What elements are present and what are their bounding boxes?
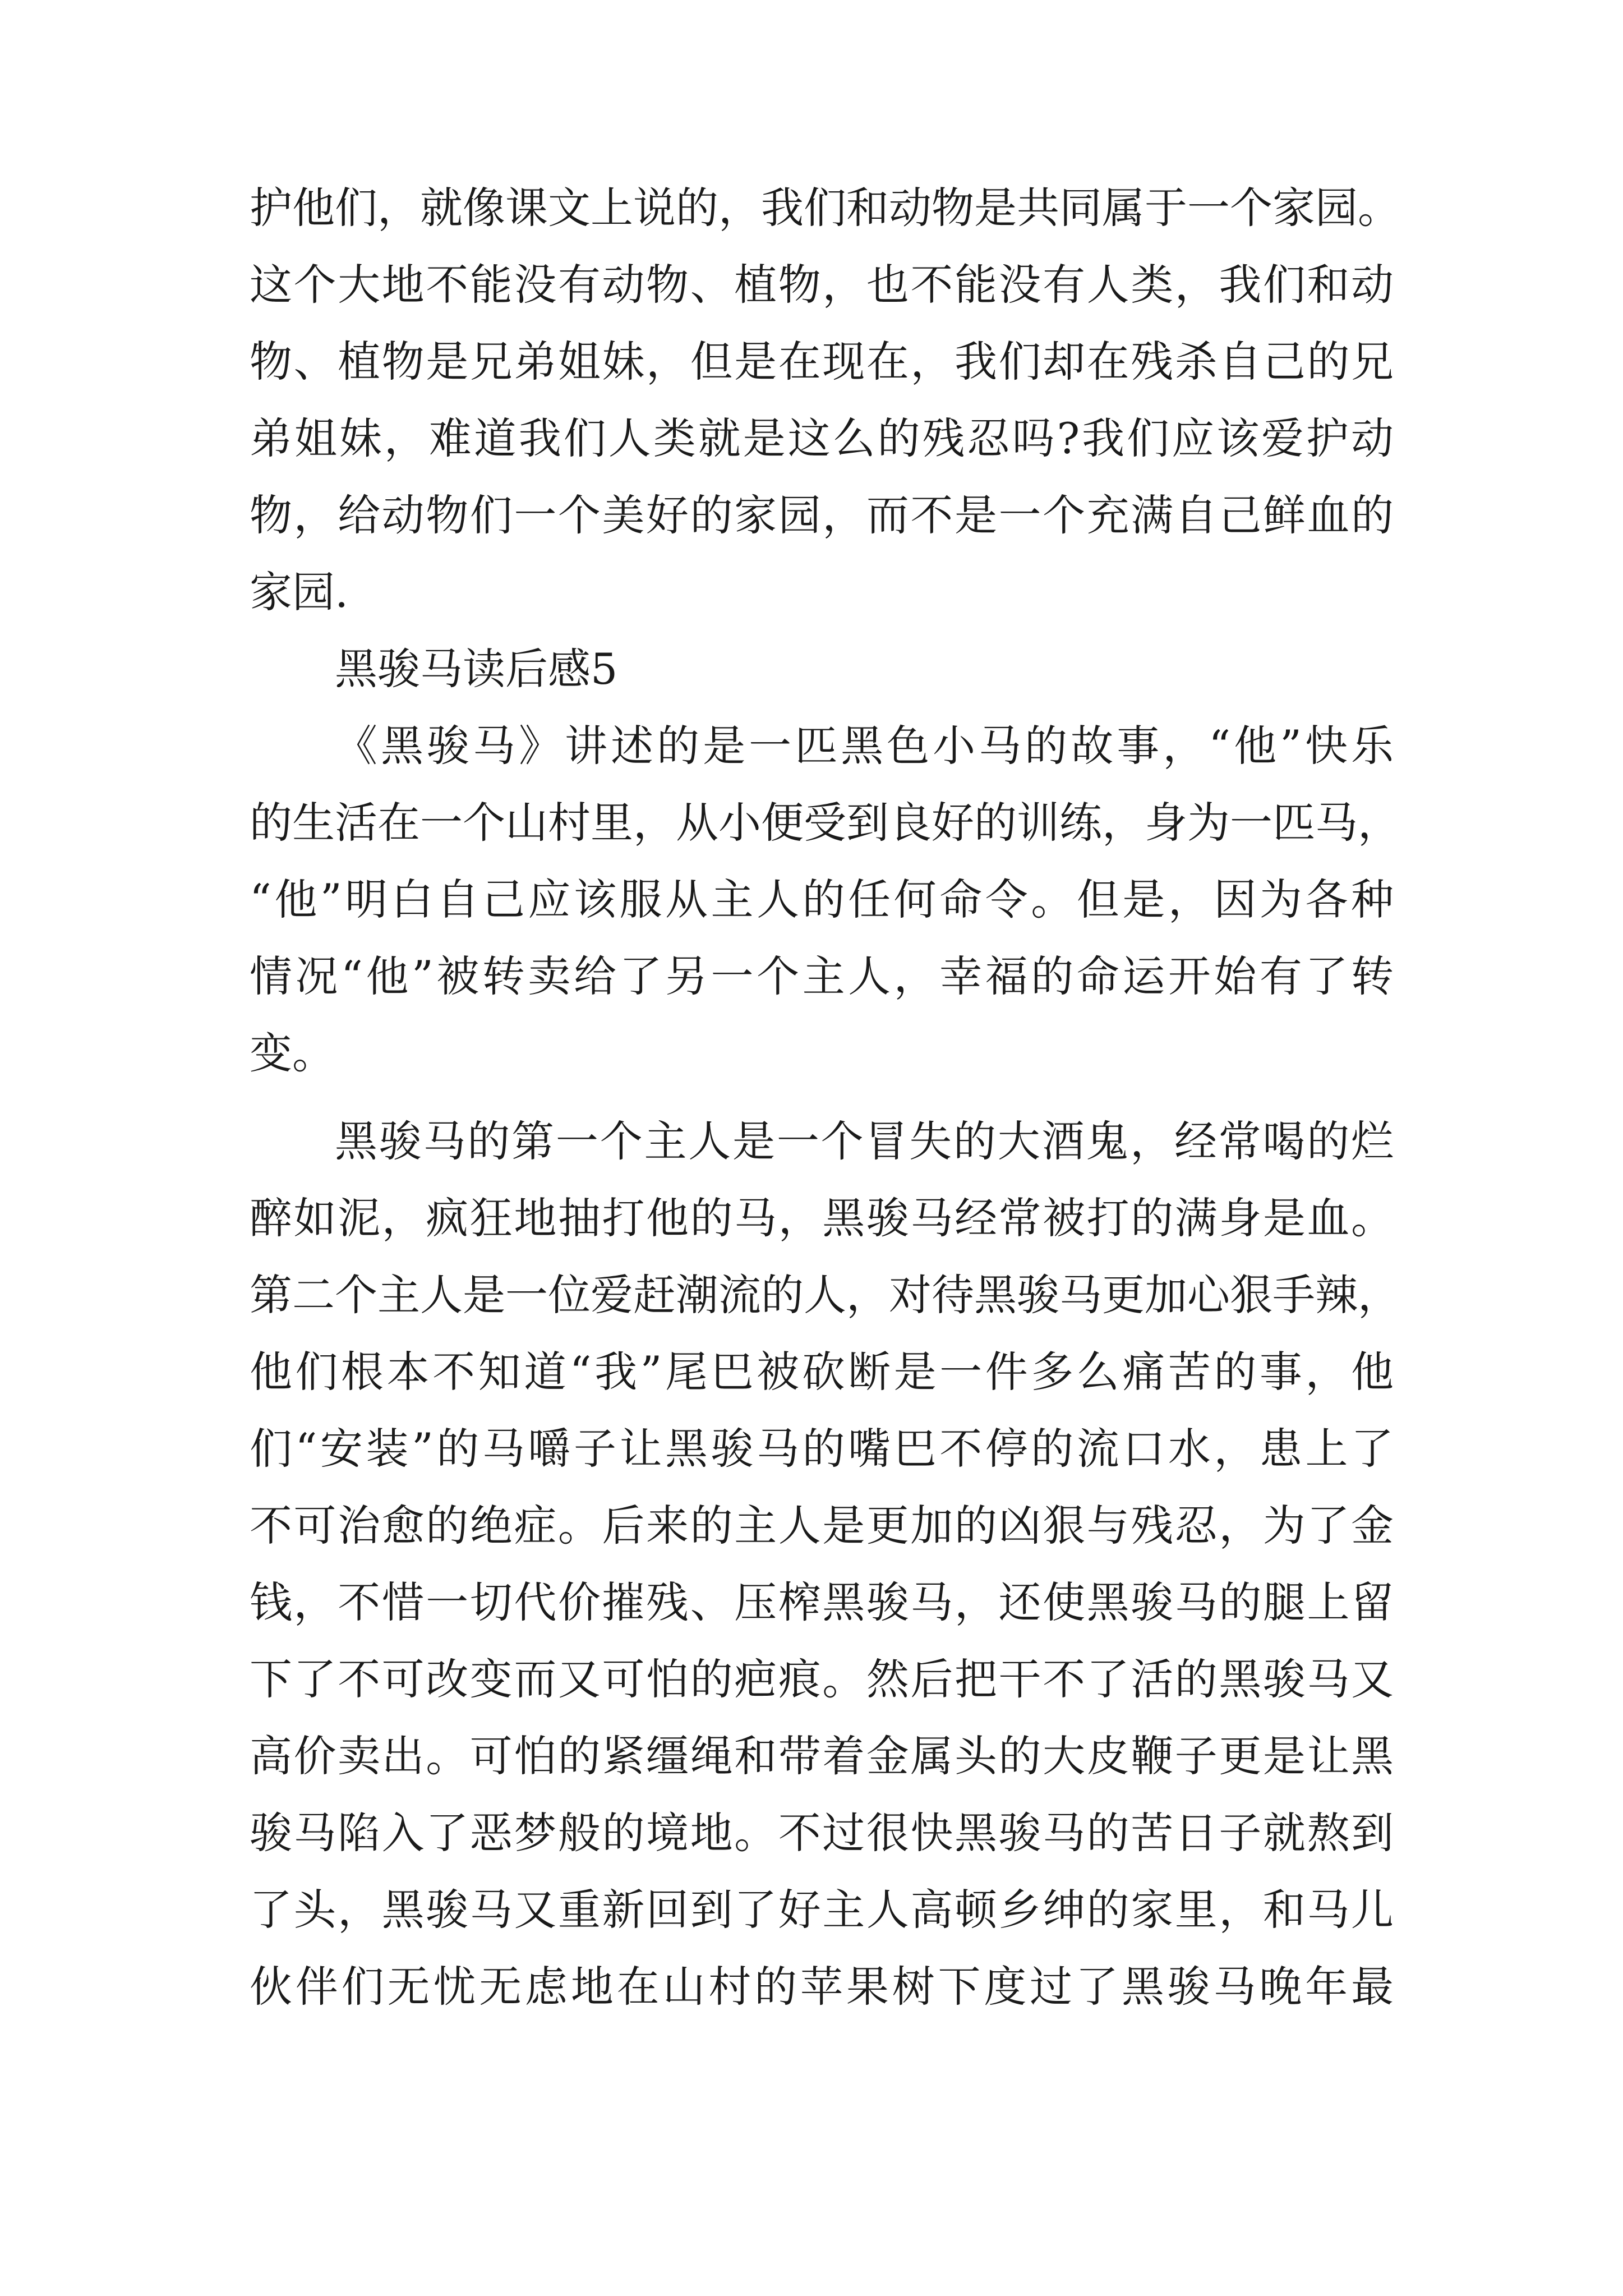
- text-line: 钱，不惜一切代价摧残、压榨黑骏马，还使黑骏马的腿上留: [250, 1577, 1394, 1627]
- text-line: 物、植物是兄弟姐妹，但是在现在，我们却在残杀自己的兄: [250, 337, 1394, 386]
- text-line: 物，给动物们一个美好的家园，而不是一个充满自己鲜血的: [250, 490, 1394, 540]
- text-line: 家园.: [250, 567, 349, 617]
- text-line: 变。: [250, 1028, 335, 1078]
- text-line: 不可治愈的绝症。后来的主人是更加的凶狠与残忍，为了金: [250, 1501, 1394, 1550]
- text-line: 第二个主人是一位爱赶潮流的人，对待黑骏马更加心狠手辣，: [250, 1270, 1400, 1320]
- text-line: 高价卖出。可怕的紧缰绳和带着金属头的大皮鞭子更是让黑: [250, 1731, 1394, 1781]
- text-line: 黑骏马的第一个主人是一个冒失的大酒鬼，经常喝的烂: [335, 1116, 1394, 1166]
- section-heading: 黑骏马读后感5: [335, 644, 618, 694]
- text-line: 《黑骏马》讲述的是一匹黑色小马的故事，“他”快乐: [335, 721, 1394, 771]
- text-line: 伙伴们无忧无虑地在山村的苹果树下度过了黑骏马晚年最: [250, 1962, 1394, 2012]
- text-line: 骏马陷入了恶梦般的境地。不过很快黑骏马的苦日子就熬到: [250, 1808, 1394, 1858]
- text-line: 这个大地不能没有动物、植物，也不能没有人类，我们和动: [250, 260, 1394, 310]
- text-line: 护他们，就像课文上说的，我们和动物是共同属于一个家园。: [250, 183, 1400, 233]
- text-line: 下了不可改变而又可怕的疤痕。然后把干不了活的黑骏马又: [250, 1654, 1394, 1704]
- text-line: 弟姐妹，难道我们人类就是这么的残忍吗?我们应该爱护动: [250, 413, 1394, 463]
- text-line: 了头，黑骏马又重新回到了好主人高顿乡绅的家里，和马儿: [250, 1885, 1394, 1935]
- text-line: 们“安装”的马嚼子让黑骏马的嘴巴不停的流口水，患上了: [250, 1424, 1394, 1474]
- text-line: 他们根本不知道“我”尾巴被砍断是一件多么痛苦的事，他: [250, 1347, 1394, 1397]
- text-line: 醉如泥，疯狂地抽打他的马，黑骏马经常被打的满身是血。: [250, 1193, 1394, 1243]
- document-body: [250, 169, 1400, 2025]
- text-line: 情况“他”被转卖给了另一个主人，幸福的命运开始有了转: [250, 951, 1394, 1001]
- text-line: “他”明白自己应该服从主人的任何命令。但是，因为各种: [250, 875, 1394, 924]
- text-line: 的生活在一个山村里，从小便受到良好的训练，身为一匹马，: [250, 798, 1400, 848]
